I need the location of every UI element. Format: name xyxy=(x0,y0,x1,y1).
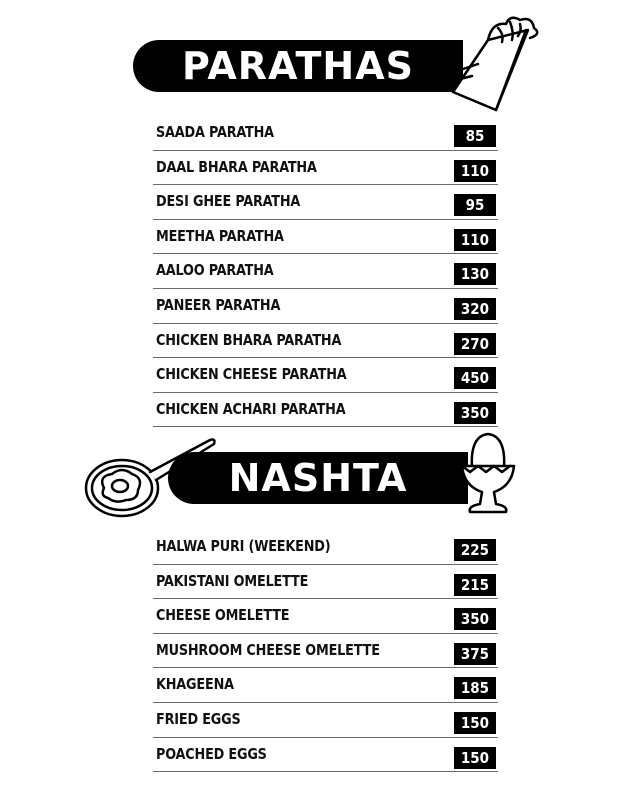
wrap-roll-icon xyxy=(448,10,543,115)
item-price: 130 xyxy=(454,263,496,285)
item-price: 225 xyxy=(454,539,496,561)
item-price: 270 xyxy=(454,333,496,355)
menu-item xyxy=(153,738,498,773)
item-price: 450 xyxy=(454,367,496,389)
menu-item xyxy=(153,358,498,393)
menu-item xyxy=(153,393,498,428)
item-price: 350 xyxy=(454,608,496,630)
menu-item xyxy=(153,565,498,600)
item-price: 320 xyxy=(454,298,496,320)
menu-item xyxy=(153,324,498,359)
item-name: MEETHA PARATHA xyxy=(156,226,284,245)
item-name: AALOO PARATHA xyxy=(156,261,274,280)
item-name: FRIED EGGS xyxy=(156,709,241,728)
menu-item xyxy=(153,668,498,703)
item-price: 95 xyxy=(454,194,496,216)
item-price: 150 xyxy=(454,747,496,769)
item-name: PAKISTANI OMELETTE xyxy=(156,571,309,590)
item-name: SAADA PARATHA xyxy=(156,123,274,141)
menu-item xyxy=(153,530,498,565)
item-price: 150 xyxy=(454,712,496,734)
menu-item xyxy=(153,254,498,289)
section-title-nashta: NASHTA xyxy=(168,452,468,504)
egg-cup-icon xyxy=(458,430,518,515)
menu-item xyxy=(153,599,498,634)
item-name: PANEER PARATHA xyxy=(156,295,281,314)
parathas-list xyxy=(153,116,498,427)
item-name: CHICKEN ACHARI PARATHA xyxy=(156,399,346,418)
item-name: CHICKEN CHEESE PARATHA xyxy=(156,365,347,384)
menu-item xyxy=(153,185,498,220)
nashta-list xyxy=(153,530,498,772)
menu-item xyxy=(153,151,498,186)
menu-item xyxy=(153,703,498,738)
item-name: POACHED EGGS xyxy=(156,744,267,763)
item-name: KHAGEENA xyxy=(156,675,234,694)
menu-item xyxy=(153,116,498,151)
item-price: 185 xyxy=(454,677,496,699)
item-price: 350 xyxy=(454,402,496,424)
item-name: DESI GHEE PARATHA xyxy=(156,192,301,211)
menu-item xyxy=(153,634,498,669)
item-price: 110 xyxy=(454,229,496,251)
item-price: 110 xyxy=(454,160,496,182)
item-price: 215 xyxy=(454,574,496,596)
item-price: 375 xyxy=(454,643,496,665)
menu-item xyxy=(153,289,498,324)
section-title-parathas: PARATHAS xyxy=(133,40,463,92)
item-name: CHEESE OMELETTE xyxy=(156,606,290,625)
item-name: HALWA PURI (WEEKEND) xyxy=(156,537,331,555)
menu-item xyxy=(153,220,498,255)
item-name: DAAL BHARA PARATHA xyxy=(156,157,317,176)
item-price: 85 xyxy=(454,125,496,147)
item-name: MUSHROOM CHEESE OMELETTE xyxy=(156,640,380,659)
item-name: CHICKEN BHARA PARATHA xyxy=(156,330,342,349)
